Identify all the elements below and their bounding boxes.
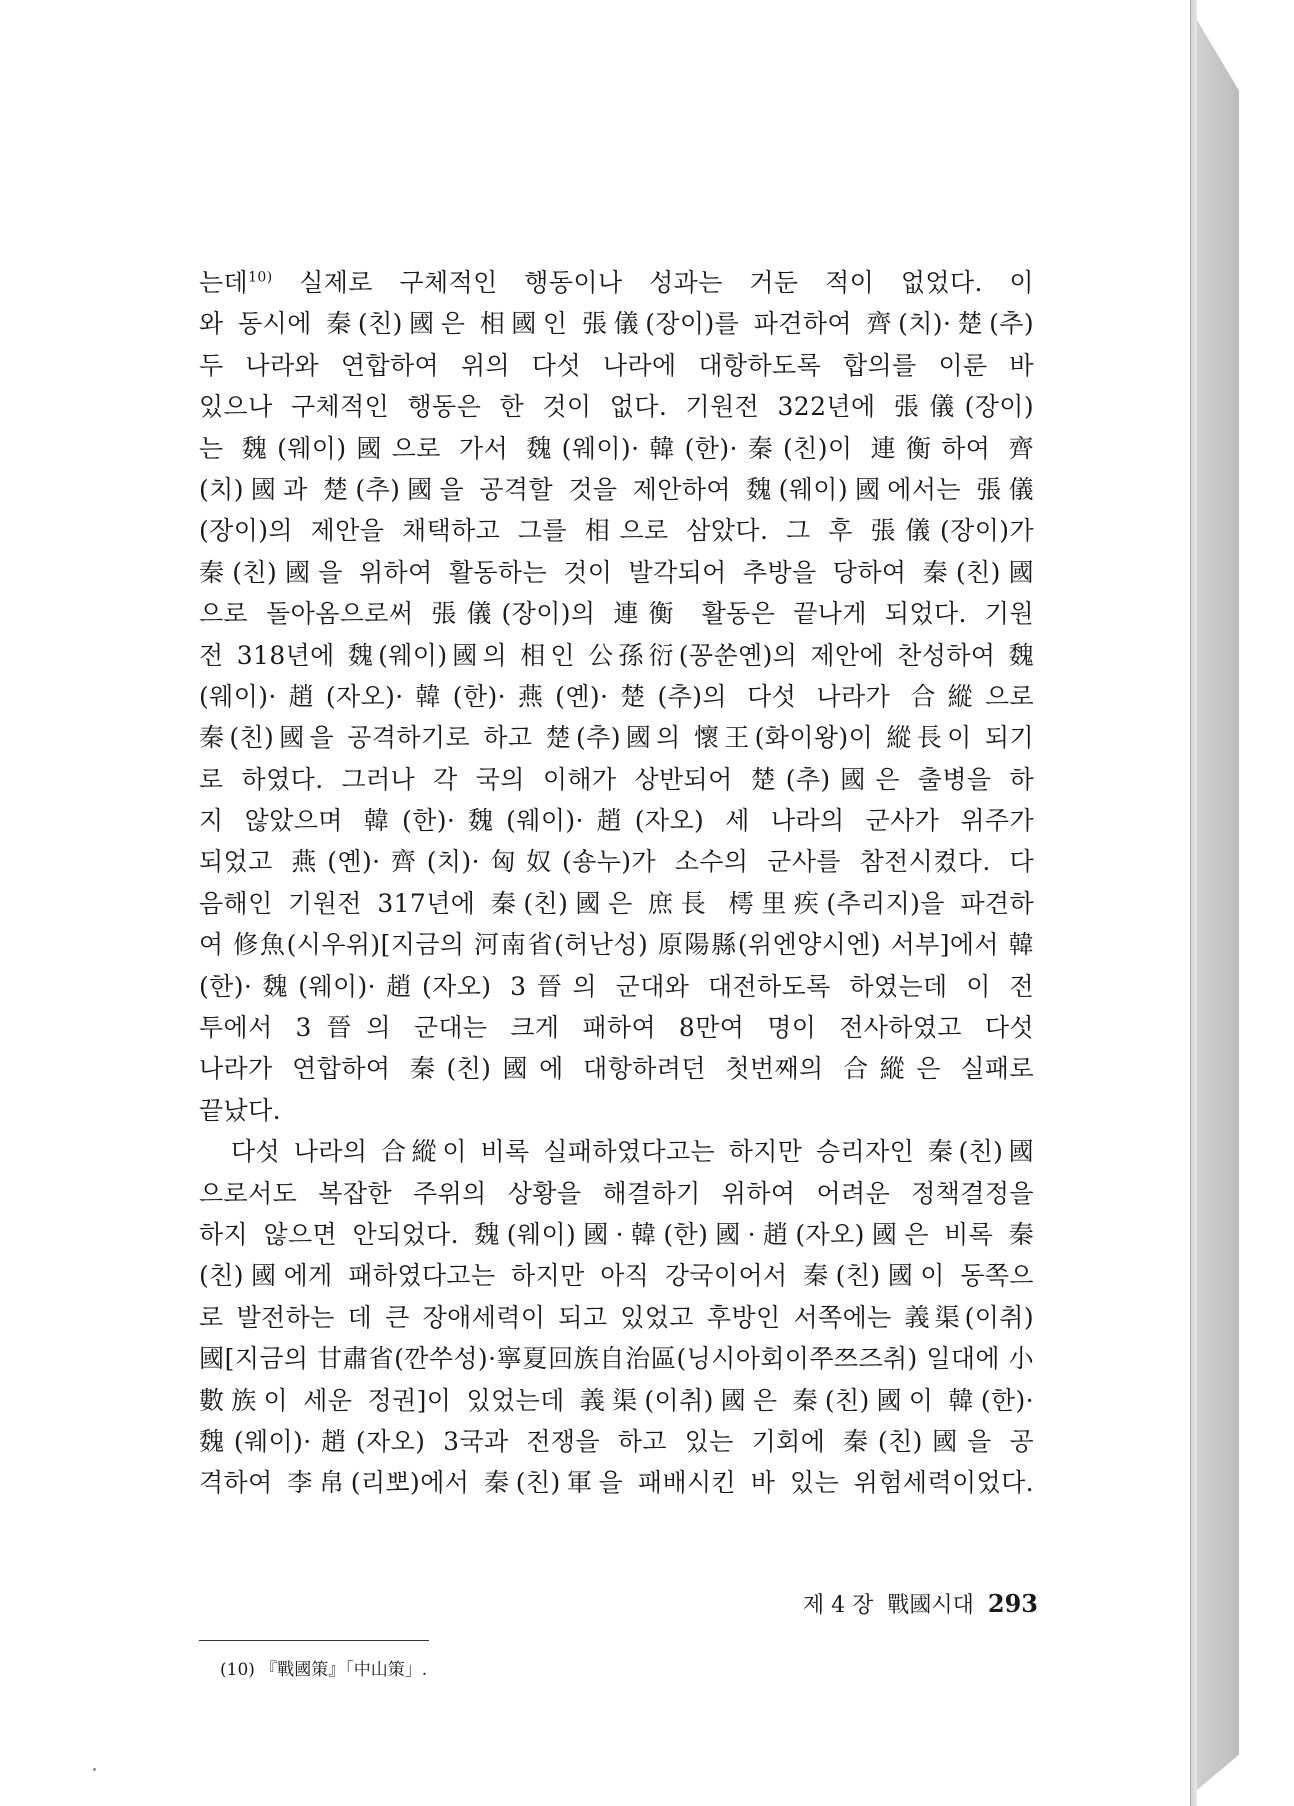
text-line-23: 으로서도 복잡한 주위의 상황을 해결하기 위하여 어려운 정책결정을	[199, 1178, 1034, 1208]
chapter-number: 제 4 장	[802, 1593, 874, 1618]
text-line-27: 國[지금의 甘肅省(깐쑤성)·寧夏回族自治區(닝시아회이쭈쯔즈취) 일대에 小	[199, 1344, 1034, 1374]
text-line-20: 나라가 연합하여 秦(친)國에 대항하려던 첫번째의 合縱은 실패로	[199, 1054, 1034, 1084]
running-footer	[738, 1588, 1038, 1628]
text-line-25: (친)國에게 패하였다고는 하지만 아직 강국이어서 秦(친)國이 동쪽으	[199, 1261, 1034, 1291]
text-line-7: (장이)의 제안을 채택하고 그를 相으로 삼았다. 그 후 張儀(장이)가	[199, 516, 1034, 546]
text-line-5: 는 魏(웨이)國으로 가서 魏(웨이)·韓(한)·秦(친)이 連衡하여 齊	[199, 433, 1034, 463]
text-line-14: 지 않았으며 韓(한)·魏(웨이)·趙(자오) 세 나라의 군사가 위주가	[199, 806, 1034, 836]
text-line-4: 있으나 구체적인 행동은 한 것이 없다. 기원전 322년에 張儀(장이)	[199, 392, 1034, 422]
text-line-8: 秦(친)國을 위하여 활동하는 것이 발각되어 추방을 당하여 秦(친)國	[199, 557, 1034, 587]
text-line-10: 전 318년에 魏(웨이)國의 相인 公孫衍(꽁쑨옌)의 제안에 찬성하여 魏	[199, 640, 1034, 670]
text-line-1	[199, 262, 1034, 303]
text-line-28: 數族이 세운 정권]이 있었는데 義渠(이취)國은 秦(친)國이 韓(한)·	[199, 1385, 1034, 1415]
text-line-11: (웨이)·趙(자오)·韓(한)·燕(옌)·楚(추)의 다섯 나라가 合縱으로	[199, 681, 1034, 711]
text-line-30: 격하여 李帛(리뽀)에서 秦(친)軍을 패배시킨 바 있는 위험세력이었다.	[199, 1468, 1034, 1498]
text-line-9: 으로 돌아옴으로써 張儀(장이)의 連衡 활동은 끝나게 되었다. 기원	[199, 599, 1034, 629]
text-line-29: 魏(웨이)·趙(자오) 3국과 전쟁을 하고 있는 기회에 秦(친)國을 공	[199, 1426, 1034, 1456]
text-line-1b: 실제로 구체적인 행동이나 성과는 거둔 적이 없었다. 이	[299, 268, 1034, 297]
chapter-title: 戰國시대	[887, 1593, 974, 1618]
book-page-edges	[1197, 20, 1239, 1790]
text-line-15: 되었고 燕(옌)·齊(치)·匈奴(숑누)가 소수의 군사를 참전시켰다. 다	[199, 847, 1034, 877]
text-line-1a: 는데	[199, 268, 249, 297]
text-line-21: 끝났다.	[199, 1095, 281, 1125]
text-line-3: 두 나라와 연합하여 위의 다섯 나라에 대항하도록 합의를 이룬 바	[199, 350, 1034, 380]
text-line-16: 음해인 기원전 317년에 秦(친)國은 庶長 樗里疾(추리지)을 파견하	[199, 888, 1034, 918]
body-text	[199, 262, 1034, 1504]
text-line-2: 와 동시에 秦(친)國은 相國인 張儀(장이)를 파견하여 齊(치)·楚(추)	[199, 309, 1034, 339]
text-line-18: (한)·魏(웨이)·趙(자오) 3晉의 군대와 대전하도록 하였는데 이 전	[199, 971, 1034, 1001]
text-line-24: 하지 않으면 안되었다. 魏(웨이)國·韓(한)國·趙(자오)國은 비록 秦	[199, 1219, 1034, 1249]
footnote-text: (10) 『戰國策』「中山策」.	[220, 1660, 428, 1680]
text-line-26: 로 발전하는 데 큰 장애세력이 되고 있었고 후방인 서쪽에는 義渠(이취)	[199, 1302, 1034, 1332]
scan-speck	[93, 1768, 96, 1771]
footnote-reference: 10)	[248, 269, 273, 286]
text-line-17: 여 修魚(시우위)[지금의 河南省(허난성) 原陽縣(위엔양시엔) 서부]에서 韓	[199, 930, 1034, 960]
page-number: 293	[987, 1589, 1038, 1618]
footnote-divider	[199, 1640, 429, 1641]
text-line-22: 다섯 나라의 合縱이 비록 실패하였다고는 하지만 승리자인 秦(친)國	[231, 1137, 1034, 1167]
text-line-12: 秦(친)國을 공격하기로 하고 楚(추)國의 懷王(화이왕)이 縱長이 되기	[199, 723, 1034, 753]
text-line-6: (치)國과 楚(추)國을 공격할 것을 제안하여 魏(웨이)國에서는 張儀	[199, 474, 1034, 504]
text-line-19: 투에서 3晉의 군대는 크게 패하여 8만여 명이 전사하였고 다섯	[199, 1013, 1034, 1043]
text-line-13: 로 하였다. 그러나 각 국의 이해가 상반되어 楚(추)國은 출병을 하	[199, 764, 1034, 794]
